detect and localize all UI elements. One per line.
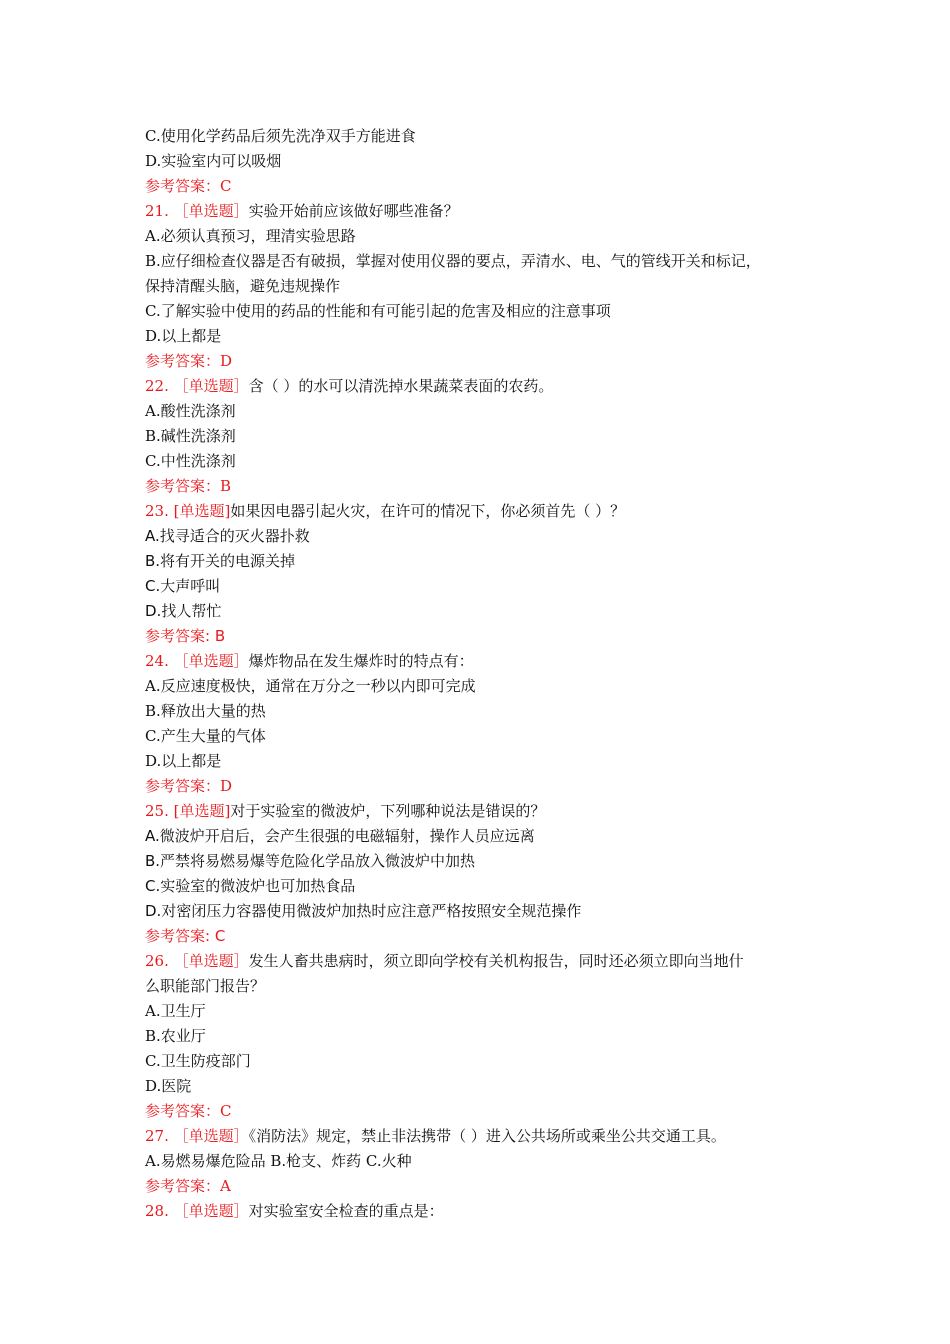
option-line: 保持清醒头脑，避免违规操作 — [145, 277, 341, 295]
option-line: B.将有开关的电源关掉 — [145, 552, 296, 570]
question-number: 24. ［单选题］ — [145, 652, 249, 670]
option-line: A.卫生厅 — [145, 1002, 206, 1020]
option-line: C.产生大量的气体 — [145, 727, 266, 745]
question-22 — [145, 374, 825, 399]
question-text: 对实验室安全检查的重点是： — [248, 1202, 444, 1220]
option-line: A.反应速度极快，通常在万分之一秒以内即可完成 — [145, 677, 476, 695]
answer-line: 参考答案：D — [145, 777, 233, 795]
option-line: C.实验室的微波炉也可加热食品 — [145, 877, 356, 895]
question-28 — [145, 1199, 825, 1224]
question-text: 含（ ）的水可以清洗掉水果蔬菜表面的农药。 — [248, 377, 554, 395]
option-line: D.找人帮忙 — [145, 602, 222, 620]
answer-line: 参考答案：A — [145, 1177, 231, 1195]
question-number: 28. ［单选题］ — [145, 1202, 249, 1220]
option-line: C.使用化学药品后须先洗净双手方能进食 — [145, 127, 416, 145]
option-line: A.易燃易爆危险品 B.枪支、炸药 C.火种 — [145, 1152, 412, 1170]
option-line: C.卫生防疫部门 — [145, 1052, 251, 1070]
option-line: A.微波炉开启后，会产生很强的电磁辐射，操作人员应远离 — [145, 827, 535, 845]
question-23 — [145, 499, 825, 524]
question-25 — [145, 799, 825, 824]
option-line: B.释放出大量的热 — [145, 702, 266, 720]
question-number: 26. ［单选题］ — [145, 952, 249, 970]
option-line: D.实验室内可以吸烟 — [145, 152, 282, 170]
question-number: 21. ［单选题］ — [145, 202, 249, 220]
answer-line: 参考答案：D — [145, 352, 233, 370]
option-line: D.医院 — [145, 1077, 192, 1095]
option-line: C.了解实验中使用的药品的性能和有可能引起的危害及相应的注意事项 — [145, 302, 611, 320]
document-body — [145, 124, 825, 1224]
answer-line: 参考答案: C — [145, 927, 226, 945]
question-27 — [145, 1124, 825, 1149]
question-text: 《消防法》规定，禁止非法携带（ ）进入公共场所或乘坐公共交通工具。 — [248, 1127, 726, 1145]
option-line: C.中性洗涤剂 — [145, 452, 236, 470]
option-line: D.以上都是 — [145, 752, 222, 770]
option-line: C.大声呼叫 — [145, 577, 221, 595]
option-line: B.农业厅 — [145, 1027, 206, 1045]
option-line: D.以上都是 — [145, 327, 222, 345]
question-text: 如果因电器引起火灾，在许可的情况下，你必须首先（ ）？ — [230, 502, 626, 520]
question-text: 对于实验室的微波炉，下列哪种说法是错误的？ — [230, 802, 546, 820]
question-26 — [145, 949, 825, 974]
answer-line: 参考答案：C — [145, 1102, 232, 1120]
question-24 — [145, 649, 825, 674]
option-line: B.碱性洗涤剂 — [145, 427, 236, 445]
question-number: 23. [单选题] — [145, 502, 231, 520]
question-number: 25. [单选题] — [145, 802, 231, 820]
answer-line: 参考答案：C — [145, 177, 232, 195]
question-number: 27. ［单选题］ — [145, 1127, 249, 1145]
question-text: 实验开始前应该做好哪些准备？ — [248, 202, 459, 220]
question-text-continued: 么职能部门报告？ — [145, 977, 266, 995]
answer-line: 参考答案: B — [145, 627, 226, 645]
option-line: A.找寻适合的灭火器扑救 — [145, 527, 310, 545]
option-line: A.必须认真预习，理清实验思路 — [145, 227, 356, 245]
option-line: D.对密闭压力容器使用微波炉加热时应注意严格按照安全规范操作 — [145, 902, 582, 920]
option-line: A.酸性洗涤剂 — [145, 402, 236, 420]
question-21 — [145, 199, 825, 224]
option-line: B.应仔细检查仪器是否有破损，掌握对使用仪器的要点，弄清水、电、气的管线开关和标记， — [145, 252, 761, 270]
option-line: B.严禁将易燃易爆等危险化学品放入微波炉中加热 — [145, 852, 476, 870]
question-number: 22. ［单选题］ — [145, 377, 249, 395]
answer-line: 参考答案：B — [145, 477, 232, 495]
question-text: 发生人畜共患病时，须立即向学校有关机构报告，同时还必须立即向当地什 — [248, 952, 744, 970]
question-text: 爆炸物品在发生爆炸时的特点有： — [248, 652, 474, 670]
